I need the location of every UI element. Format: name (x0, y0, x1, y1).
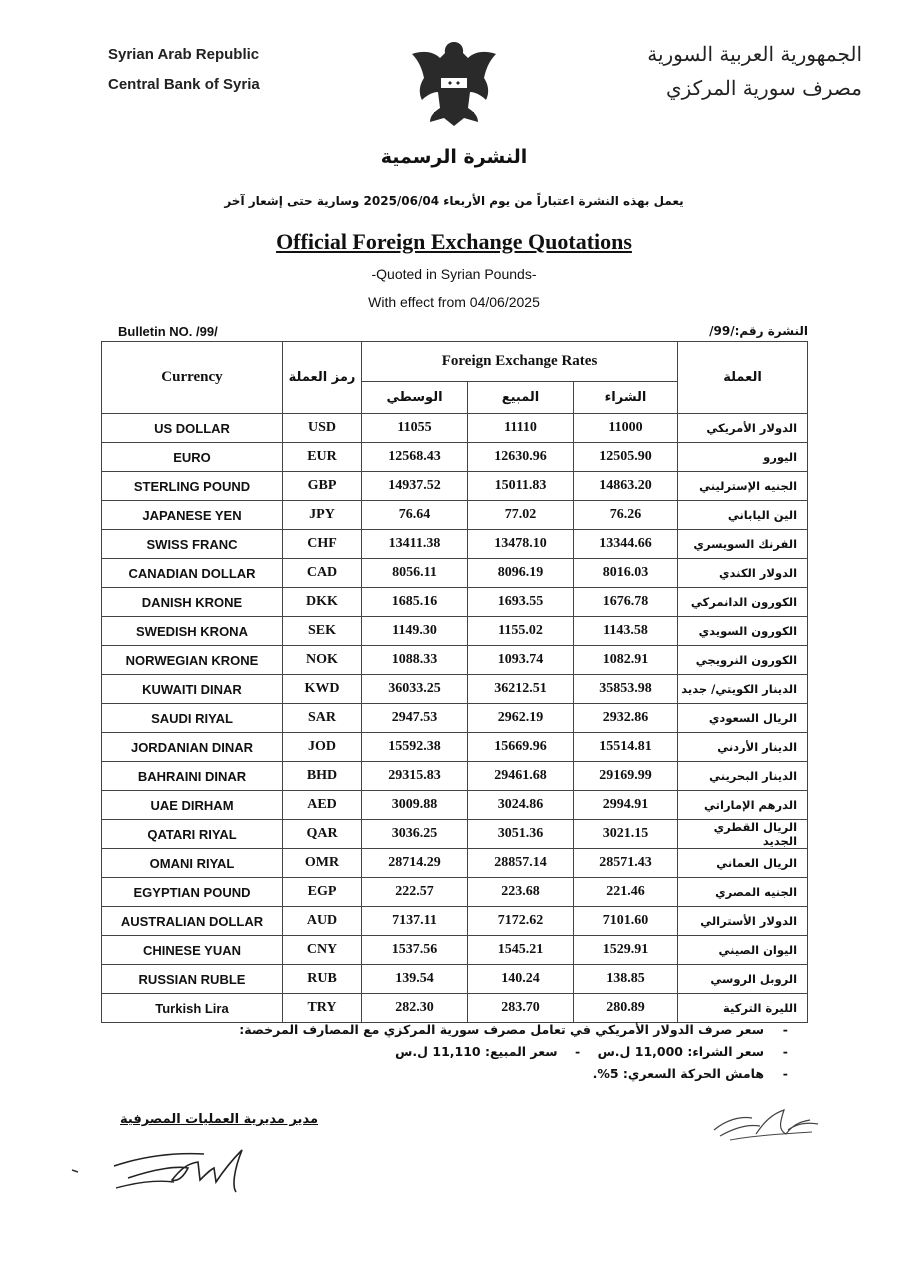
table-row (102, 675, 808, 704)
rate-mid: 28714.29 (362, 849, 468, 878)
rate-sell: 2962.19 (468, 704, 574, 733)
rate-sell: 140.24 (468, 965, 574, 994)
currency-name-ar: الدينار الأردني (678, 733, 808, 762)
currency-name-ar: الريال السعودي (678, 704, 808, 733)
rate-sell: 77.02 (468, 501, 574, 530)
currency-name-ar: الكورون النرويجي (678, 646, 808, 675)
rate-mid: 7137.11 (362, 907, 468, 936)
rate-sell: 15669.96 (468, 733, 574, 762)
rate-buy: 3021.15 (574, 820, 678, 849)
header-en-republic: Syrian Arab Republic (108, 46, 260, 63)
currency-name: DANISH KRONE (102, 588, 283, 617)
rate-buy: 8016.03 (574, 559, 678, 588)
currency-name-ar: الدرهم الإماراتي (678, 791, 808, 820)
currency-code: OMR (283, 849, 362, 878)
rate-buy: 35853.98 (574, 675, 678, 704)
rate-buy: 29169.99 (574, 762, 678, 791)
subtitle-en: -Quoted in Syrian Pounds- (371, 266, 537, 282)
currency-name: US DOLLAR (102, 414, 283, 443)
currency-code: CAD (283, 559, 362, 588)
currency-name-ar: الين الياباني (678, 501, 808, 530)
currency-name: UAE DIRHAM (102, 791, 283, 820)
rate-buy: 14863.20 (574, 472, 678, 501)
header-ar-republic: الجمهورية العربية السورية (647, 42, 862, 66)
table-row (102, 443, 808, 472)
bulletin-number-ar: النشرة رقم:/99/ (709, 324, 808, 338)
currency-name-ar: الدولار الكندي (678, 559, 808, 588)
header-fx-rates: Foreign Exchange Rates (362, 342, 678, 382)
table-row (102, 762, 808, 791)
dot-mark-icon (70, 1164, 82, 1176)
header-code: رمز العملة (283, 342, 362, 414)
rate-buy: 221.46 (574, 878, 678, 907)
header-mid: الوسطي (362, 382, 468, 414)
currency-name: KUWAITI DINAR (102, 675, 283, 704)
header-sell: المبيع (468, 382, 574, 414)
currency-code: AED (283, 791, 362, 820)
note-sell-rate: سعر المبيع: 11,110 ل.س (395, 1044, 558, 1059)
rate-mid: 12568.43 (362, 443, 468, 472)
table-row (102, 646, 808, 675)
rate-mid: 282.30 (362, 994, 468, 1023)
rate-buy: 7101.60 (574, 907, 678, 936)
rate-mid: 29315.83 (362, 762, 468, 791)
rate-buy: 280.89 (574, 994, 678, 1023)
notes-block: -سعر صرف الدولار الأمريكي في تعامل مصرف سورية المركزي مع المصارف المرخصة: -سعر الشراء: 11,000 ل.س-سعر المبيع: 11,110 ل.س -هامش الحركة السعري: 5%. (239, 1022, 788, 1081)
currency-name: EGYPTIAN POUND (102, 878, 283, 907)
eagle-emblem-icon (404, 38, 504, 130)
table-row (102, 733, 808, 762)
rate-buy: 1143.58 (574, 617, 678, 646)
rate-buy: 12505.90 (574, 443, 678, 472)
table-row (102, 530, 808, 559)
rate-mid: 36033.25 (362, 675, 468, 704)
rate-sell: 29461.68 (468, 762, 574, 791)
currency-name-ar: الليرة التركية (678, 994, 808, 1023)
currency-code: BHD (283, 762, 362, 791)
currency-code: EUR (283, 443, 362, 472)
rate-sell: 1545.21 (468, 936, 574, 965)
header-ar-bank: مصرف سورية المركزي (665, 76, 862, 100)
table-row (102, 501, 808, 530)
rate-mid: 139.54 (362, 965, 468, 994)
rate-sell: 1693.55 (468, 588, 574, 617)
rate-sell: 1093.74 (468, 646, 574, 675)
rate-sell: 1155.02 (468, 617, 574, 646)
rate-sell: 15011.83 (468, 472, 574, 501)
rate-mid: 8056.11 (362, 559, 468, 588)
title-en: Official Foreign Exchange Quotations (276, 229, 632, 254)
table-row (102, 617, 808, 646)
rate-sell: 8096.19 (468, 559, 574, 588)
rate-sell: 7172.62 (468, 907, 574, 936)
rate-sell: 12630.96 (468, 443, 574, 472)
rate-buy: 1676.78 (574, 588, 678, 617)
table-row (102, 559, 808, 588)
currency-name: RUSSIAN RUBLE (102, 965, 283, 994)
initials-signature-icon (700, 1100, 830, 1148)
signature-icon (108, 1130, 278, 1200)
rate-buy: 1529.91 (574, 936, 678, 965)
currency-name: CANADIAN DOLLAR (102, 559, 283, 588)
currency-name-ar: الدولار الأسترالي (678, 907, 808, 936)
rate-sell: 3024.86 (468, 791, 574, 820)
currency-name: SWISS FRANC (102, 530, 283, 559)
currency-name-ar: الكورون السويدي (678, 617, 808, 646)
table-row (102, 791, 808, 820)
note-margin: هامش الحركة السعري: 5%. (592, 1066, 764, 1081)
rate-buy: 11000 (574, 414, 678, 443)
currency-name-ar: الريال العماني (678, 849, 808, 878)
table-row (102, 472, 808, 501)
rate-mid: 11055 (362, 414, 468, 443)
currency-code: SEK (283, 617, 362, 646)
rate-mid: 3036.25 (362, 820, 468, 849)
currency-code: GBP (283, 472, 362, 501)
effect-date-en: With effect from 04/06/2025 (368, 294, 540, 310)
currency-code: CHF (283, 530, 362, 559)
currency-name: QATARI RIYAL (102, 820, 283, 849)
rate-buy: 1082.91 (574, 646, 678, 675)
currency-code: RUB (283, 965, 362, 994)
rate-mid: 1685.16 (362, 588, 468, 617)
currency-name: STERLING POUND (102, 472, 283, 501)
currency-name-ar: الدينار الكويتي/ جديد (678, 675, 808, 704)
currency-code: SAR (283, 704, 362, 733)
table-row (102, 907, 808, 936)
currency-code: CNY (283, 936, 362, 965)
rate-buy: 2932.86 (574, 704, 678, 733)
rate-mid: 1088.33 (362, 646, 468, 675)
rate-mid: 2947.53 (362, 704, 468, 733)
currency-code: DKK (283, 588, 362, 617)
rate-mid: 222.57 (362, 878, 468, 907)
rate-sell: 3051.36 (468, 820, 574, 849)
rate-buy: 2994.91 (574, 791, 678, 820)
rate-mid: 3009.88 (362, 791, 468, 820)
exchange-rates-table (101, 341, 808, 1023)
rate-mid: 76.64 (362, 501, 468, 530)
table-row (102, 588, 808, 617)
rate-sell: 283.70 (468, 994, 574, 1023)
rate-mid: 13411.38 (362, 530, 468, 559)
currency-name-ar: الفرنك السويسري (678, 530, 808, 559)
rate-buy: 15514.81 (574, 733, 678, 762)
currency-code: JOD (283, 733, 362, 762)
currency-name-ar: الجنيه المصري (678, 878, 808, 907)
table-row (102, 965, 808, 994)
currency-name: Turkish Lira (102, 994, 283, 1023)
header-buy: الشراء (574, 382, 678, 414)
rate-sell: 13478.10 (468, 530, 574, 559)
note-usd-rate: سعر صرف الدولار الأمريكي في تعامل مصرف سورية المركزي مع المصارف المرخصة: (239, 1022, 764, 1037)
rate-buy: 138.85 (574, 965, 678, 994)
table-row (102, 414, 808, 443)
currency-name: CHINESE YUAN (102, 936, 283, 965)
currency-code: NOK (283, 646, 362, 675)
rate-buy: 76.26 (574, 501, 678, 530)
table-row (102, 849, 808, 878)
currency-code: KWD (283, 675, 362, 704)
currency-name: AUSTRALIAN DOLLAR (102, 907, 283, 936)
table-row (102, 878, 808, 907)
currency-name: SWEDISH KRONA (102, 617, 283, 646)
currency-name: BAHRAINI DINAR (102, 762, 283, 791)
currency-name: NORWEGIAN KRONE (102, 646, 283, 675)
table-row (102, 994, 808, 1023)
currency-name-ar: الريال القطري الجديد (678, 820, 808, 849)
table-row (102, 936, 808, 965)
currency-code: TRY (283, 994, 362, 1023)
currency-name-ar: الكورون الدانمركي (678, 588, 808, 617)
currency-code: EGP (283, 878, 362, 907)
rate-sell: 36212.51 (468, 675, 574, 704)
rate-mid: 14937.52 (362, 472, 468, 501)
currency-name: EURO (102, 443, 283, 472)
header-currency: Currency (102, 342, 283, 414)
note-buy-rate: سعر الشراء: 11,000 ل.س (597, 1044, 764, 1059)
effect-date-ar: يعمل بهذه النشرة اعتباراً من يوم الأربعاء 2025/06/04 وسارية حتى إشعار آخر (224, 194, 684, 208)
currency-name-ar: الدينار البحريني (678, 762, 808, 791)
currency-name-ar: اليوان الصيني (678, 936, 808, 965)
title-ar: النشرة الرسمية (380, 146, 528, 168)
rate-sell: 28857.14 (468, 849, 574, 878)
currency-name-ar: الدولار الأمريكي (678, 414, 808, 443)
rate-sell: 223.68 (468, 878, 574, 907)
currency-name-ar: اليورو (678, 443, 808, 472)
currency-name: SAUDI RIYAL (102, 704, 283, 733)
currency-name: OMANI RIYAL (102, 849, 283, 878)
currency-name-ar: الروبل الروسي (678, 965, 808, 994)
currency-code: USD (283, 414, 362, 443)
currency-code: JPY (283, 501, 362, 530)
currency-name: JAPANESE YEN (102, 501, 283, 530)
header-en-bank: Central Bank of Syria (108, 76, 260, 93)
rate-buy: 13344.66 (574, 530, 678, 559)
rate-mid: 1537.56 (362, 936, 468, 965)
rate-buy: 28571.43 (574, 849, 678, 878)
bulletin-number-en: Bulletin NO. /99/ (118, 324, 218, 339)
currency-code: AUD (283, 907, 362, 936)
currency-name: JORDANIAN DINAR (102, 733, 283, 762)
currency-code: QAR (283, 820, 362, 849)
currency-name-ar: الجنيه الإسترليني (678, 472, 808, 501)
table-row (102, 820, 808, 849)
header-currency-ar: العملة (678, 342, 808, 414)
rate-sell: 11110 (468, 414, 574, 443)
table-row (102, 704, 808, 733)
signature-title: مدير مديرية العمليات المصرفية (120, 1112, 318, 1127)
rate-mid: 1149.30 (362, 617, 468, 646)
rate-mid: 15592.38 (362, 733, 468, 762)
